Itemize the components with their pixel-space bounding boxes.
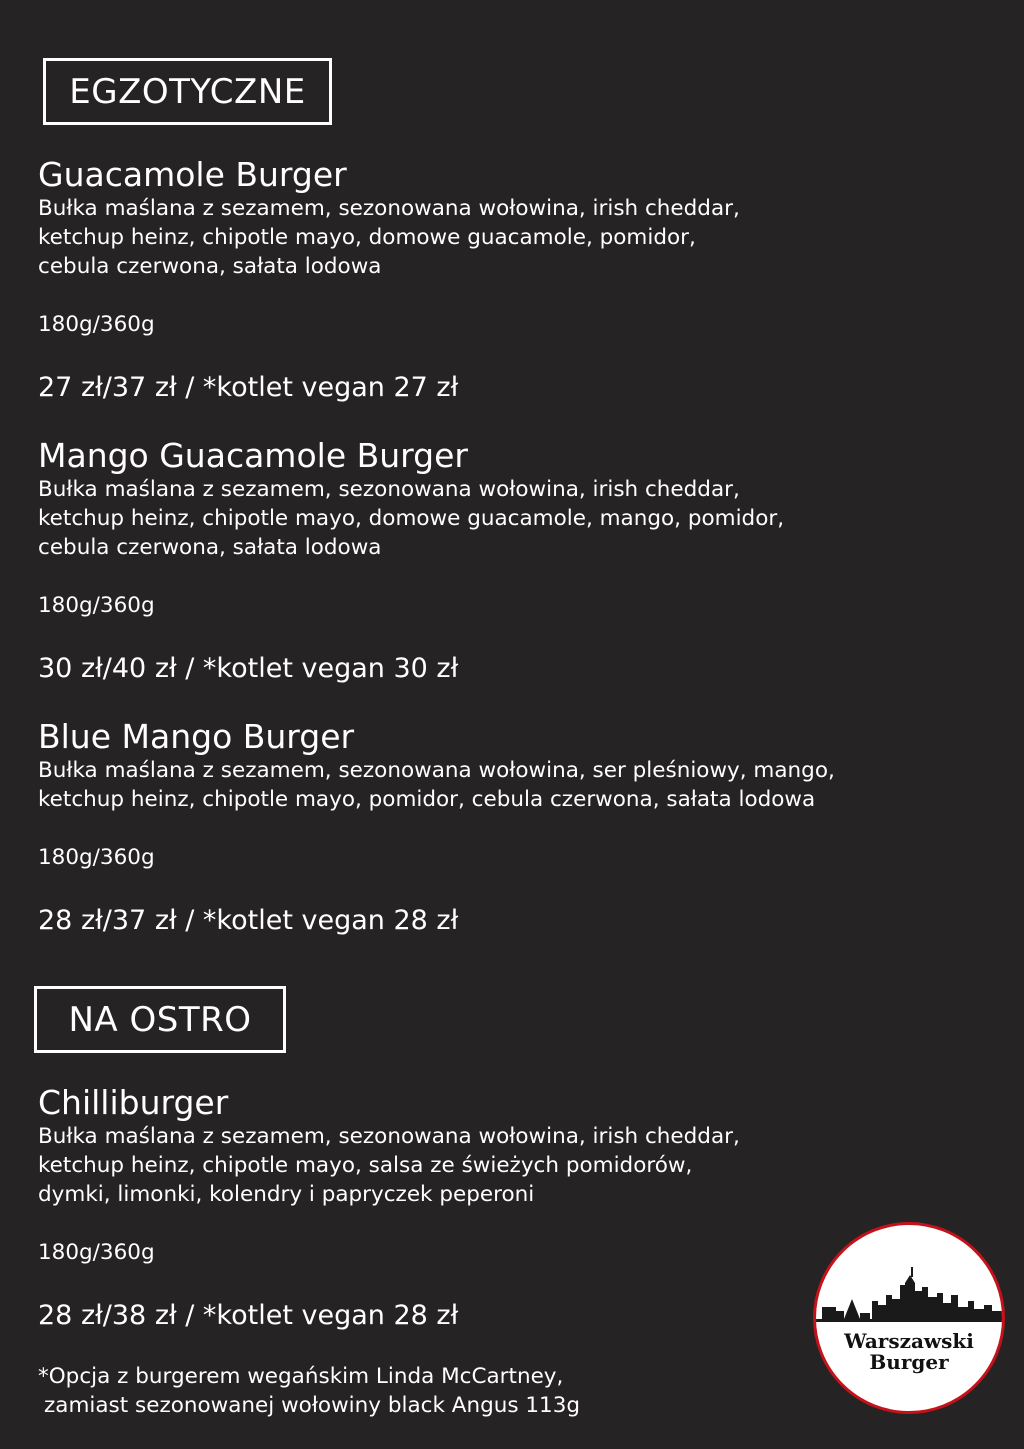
item-weight: 180g/360g: [38, 312, 155, 337]
warszawski-burger-logo: [813, 1222, 1005, 1414]
logo-wordmark: Warszawski Burger: [844, 1329, 974, 1374]
item-weight: 180g/360g: [38, 593, 155, 618]
item-weight: 180g/360g: [38, 845, 155, 870]
item-description: Bułka maślana z sezamem, sezonowana wołowina, irish cheddar, ketchup heinz, chipotle mayo, domowe guacamole, mango, pomidor, cebula czerwona, sałata lodowa: [38, 477, 785, 560]
item-name: Chilliburger: [38, 1083, 229, 1122]
menu-item-chilliburger: [38, 1084, 798, 1334]
vegan-footnote: [38, 1362, 580, 1420]
item-description: Bułka maślana z sezamem, sezonowana wołowina, irish cheddar, ketchup heinz, chipotle mayo, salsa ze świeżych pomidorów, dymki, limonki, kolendry i papryczek peperoni: [38, 1124, 740, 1207]
item-price: 28 zł/38 zł / *kotlet vegan 28 zł: [38, 1300, 459, 1331]
item-weight: 180g/360g: [38, 1240, 155, 1265]
section-title: NA OSTRO: [68, 999, 252, 1040]
section-header-na-ostro: [34, 986, 286, 1053]
footnote-line-2: zamiast sezonowanej wołowiny black Angus 113g: [44, 1393, 581, 1418]
item-description: Bułka maślana z sezamem, sezonowana wołowina, ser pleśniowy, mango, ketchup heinz, chipotle mayo, pomidor, cebula czerwona, sałata lodowa: [38, 758, 835, 812]
item-price: 27 zł/37 zł / *kotlet vegan 27 zł: [38, 372, 459, 403]
section-title: EGZOTYCZNE: [69, 71, 306, 112]
section-header-egzotyczne: [43, 58, 332, 125]
item-price: 28 zł/37 zł / *kotlet vegan 28 zł: [38, 905, 459, 936]
footnote-line-1: *Opcja z burgerem wegańskim Linda McCartney,: [38, 1364, 564, 1389]
item-price: 30 zł/40 zł / *kotlet vegan 30 zł: [38, 653, 459, 684]
item-name: Guacamole Burger: [38, 155, 347, 194]
menu-item-blue-mango-burger: [38, 718, 898, 948]
item-description: Bułka maślana z sezamem, sezonowana wołowina, irish cheddar, ketchup heinz, chipotle mayo, domowe guacamole, pomidor, cebula czerwona, sałata lodowa: [38, 196, 740, 279]
menu-item-guacamole-burger: [38, 156, 898, 406]
city-skyline-icon: [816, 1225, 1005, 1414]
item-name: Mango Guacamole Burger: [38, 436, 468, 475]
menu-item-mango-guacamole-burger: [38, 437, 898, 687]
item-name: Blue Mango Burger: [38, 717, 355, 756]
